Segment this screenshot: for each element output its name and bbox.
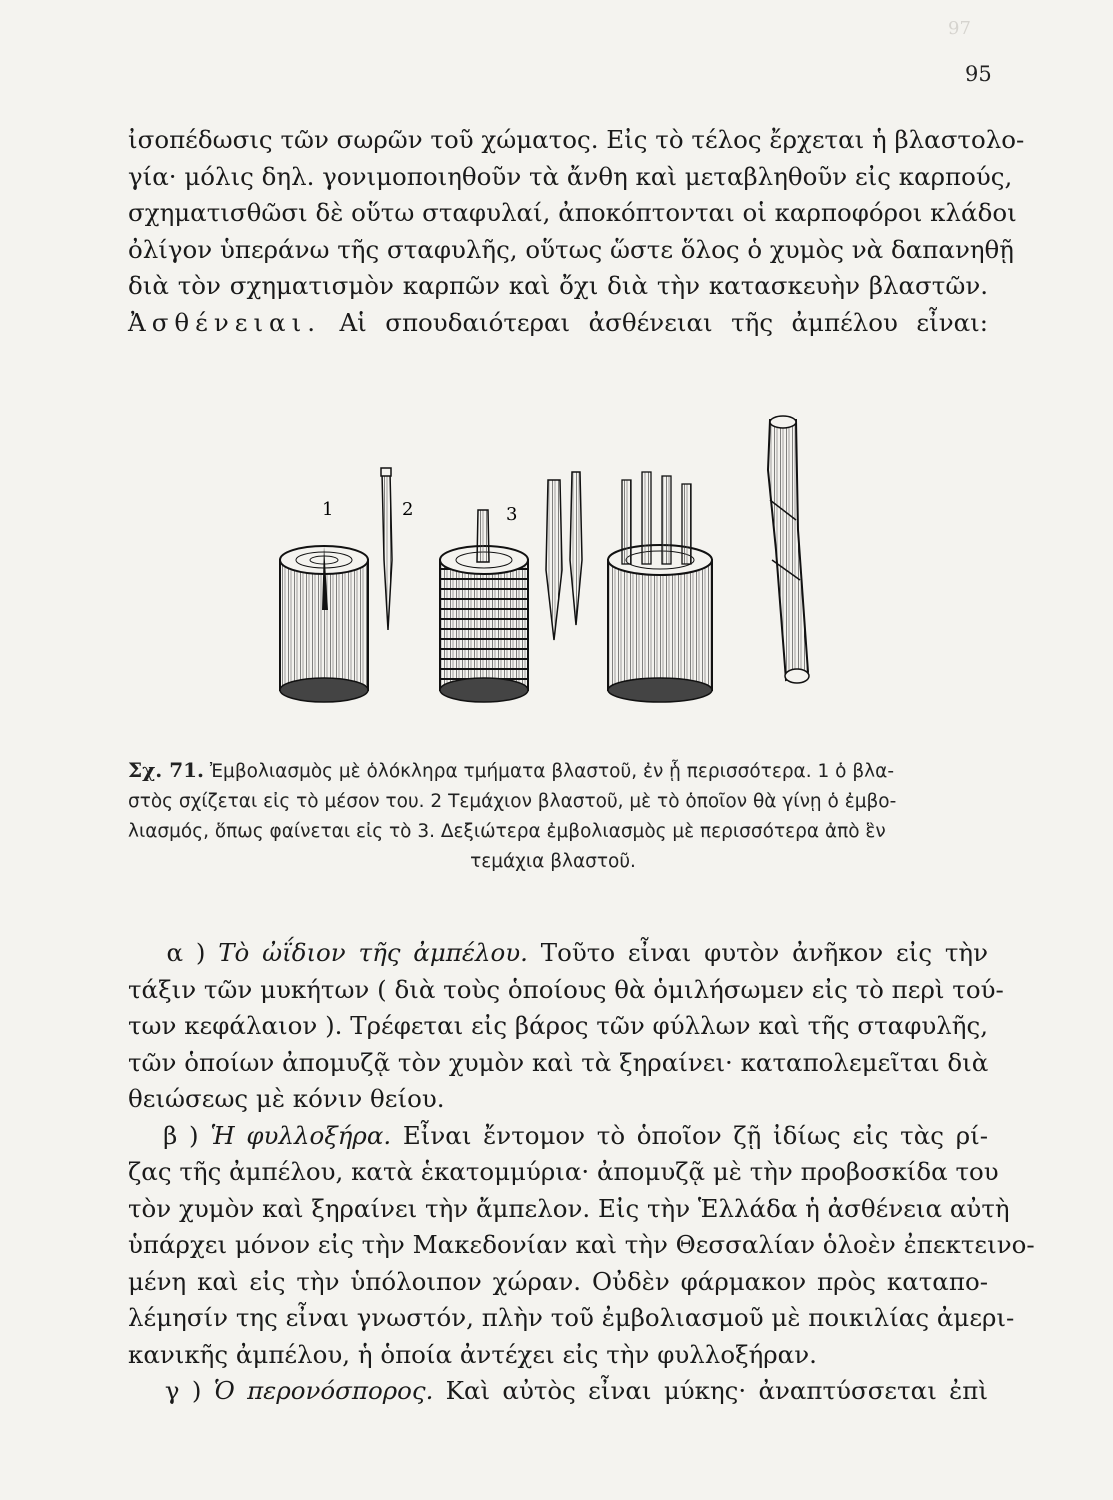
section-c-text: Καὶ αὐτὸς εἶναι μύκης· ἀναπτύσσεται ἐπὶ bbox=[445, 1376, 988, 1405]
figure-caption bbox=[128, 755, 978, 877]
figure-label-2: 2 bbox=[402, 499, 414, 520]
paragraph-line: ζας τῆς ἀμπέλου, κατὰ ἑκατομμύρια· ἀπομυζᾷ μὲ τὴν προβοσκίδα του bbox=[128, 1157, 999, 1186]
section-a bbox=[128, 935, 1035, 1410]
paragraph-line: διὰ τὸν σχηματισμὸν καρπῶν καὶ ὄχι διὰ τὴν κατασκευὴν βλαστῶν. bbox=[128, 271, 988, 300]
diseases-heading: Ἀσθένειαι. bbox=[128, 307, 321, 337]
paragraph-line: σχηματισθῶσι δὲ οὕτω σταφυλαί, ἀποκόπτονται οἱ καρποφόροι κλάδοι bbox=[128, 198, 1017, 227]
grafted-stock-3 bbox=[440, 510, 528, 702]
section-a-text: Τοῦτο εἶναι φυτὸν ἀνῆκον εἰς τὴν bbox=[540, 938, 988, 967]
paragraph-line: τῶν ὁποίων ἀπομυζᾷ τὸν χυμὸν καὶ τὰ ξηραίνει· καταπολεμεῖται διὰ bbox=[128, 1047, 989, 1077]
diseases-intro: Αἱ σπουδαιότεραι ἀσθένειαι τῆς ἀμπέλου εἶναι: bbox=[339, 307, 989, 337]
figure-label-3: 3 bbox=[506, 504, 518, 525]
section-b-first-line bbox=[128, 1118, 988, 1155]
paragraph-line: ὀλίγον ὑπεράνω τῆς σταφυλῆς, οὕτως ὥστε ὅλος ὁ χυμὸς νὰ δαπανηθῇ bbox=[128, 234, 1014, 264]
paragraph-line: θειώσεως μὲ κόνιν θείου. bbox=[128, 1084, 445, 1113]
caption-text: Ἐμβολιασμὸς μὲ ὁλόκληρα τμήματα βλαστοῦ, ἐν ᾗ περισσότερα. 1 ὁ βλα- bbox=[209, 761, 894, 782]
diseases-heading-line bbox=[128, 305, 988, 342]
paragraph-line: τὸν χυμὸν καὶ ξηραίνει τὴν ἄμπελον. Εἰς τὴν Ἑλλάδα ἡ ἀσθένεια αὐτὴ bbox=[128, 1193, 1010, 1223]
section-c-marker: γ ) bbox=[164, 1376, 202, 1405]
caption-line: στὸς σχίζεται εἰς τὸ μέσον του. 2 Τεμάχιον βλαστοῦ, μὲ τὸ ὁποῖον θὰ γίνῃ ὁ ἐμβο- bbox=[128, 791, 897, 812]
caption-label: Σχ. 71. bbox=[128, 758, 205, 782]
section-c-title: Ὁ περονόσπορος. bbox=[213, 1376, 434, 1405]
paragraph-line: τάξιν τῶν μυκήτων ( διὰ τοὺς ὁποίους θὰ ὁμιλήσωμεν εἰς τὸ περὶ τού- bbox=[128, 974, 1004, 1004]
caption-line bbox=[128, 755, 978, 787]
paragraph-line: των κεφάλαιον ). Τρέφεται εἰς βάρος τῶν φύλλων καὶ τῆς σταφυλῆς, bbox=[128, 1011, 988, 1040]
scion-piece-2 bbox=[381, 468, 392, 630]
thin-scion bbox=[570, 472, 582, 625]
section-b-title: Ἡ φυλλοξήρα. bbox=[210, 1120, 392, 1150]
wedge-scion bbox=[546, 480, 562, 640]
paragraph-line: κανικῆς ἀμπέλου, ἡ ὁποία ἀντέχει εἰς τὴν φυλλοξήραν. bbox=[128, 1339, 817, 1369]
paragraph-line: ἰσοπέδωσις τῶν σωρῶν τοῦ χώματος. Εἰς τὸ τέλος ἔρχεται ἡ βλαστολο- bbox=[128, 125, 1025, 154]
paragraph-line: ὑπάρχει μόνον εἰς τὴν Μακεδονίαν καὶ τὴν Θεσσαλίαν ὁλοὲν ἐπεκτεινο- bbox=[128, 1230, 1035, 1259]
section-a-title: Τὸ ὠΐδιον τῆς ἀμπέλου. bbox=[218, 938, 528, 967]
figure-label-1: 1 bbox=[322, 499, 334, 520]
grafted-cane bbox=[768, 416, 809, 683]
top-paragraph bbox=[128, 122, 1025, 341]
split-stock-1 bbox=[280, 546, 368, 702]
section-a-first-line bbox=[128, 935, 988, 972]
section-c-first-line bbox=[128, 1373, 988, 1410]
section-b-text: Εἶναι ἔντομον τὸ ὁποῖον ζῇ ἰδίως εἰς τὰς ρί- bbox=[402, 1120, 989, 1150]
caption-line: λιασμός, ὅπως φαίνεται εἰς τὸ 3. Δεξιώτερα ἐμβολιασμὸς μὲ περισσότερα ἀπὸ ἓν bbox=[128, 821, 886, 842]
page-number: 95 bbox=[965, 62, 992, 86]
paragraph-line: γία· μόλις δηλ. γονιμοποιηθοῦν τὰ ἄνθη καὶ μεταβληθοῦν εἰς καρπούς, bbox=[128, 161, 1013, 191]
section-b-marker: β ) bbox=[163, 1120, 199, 1150]
bleed-through-page-number: 97 bbox=[948, 18, 971, 39]
caption-line: τεμάχια βλαστοῦ. bbox=[470, 851, 636, 872]
multi-scion-stock bbox=[608, 472, 712, 702]
paragraph-line: λέμησίν της εἶναι γνωστόν, πλὴν τοῦ ἐμβολιασμοῦ μὲ ποικιλίας ἀμερι- bbox=[128, 1303, 1015, 1332]
grafting-illustration bbox=[270, 410, 860, 710]
section-a-marker: α ) bbox=[166, 938, 206, 967]
paragraph-line: μένη καὶ εἰς τὴν ὑπόλοιπον χώραν. Οὐδὲν φάρμακον πρὸς καταπο- bbox=[128, 1266, 988, 1296]
